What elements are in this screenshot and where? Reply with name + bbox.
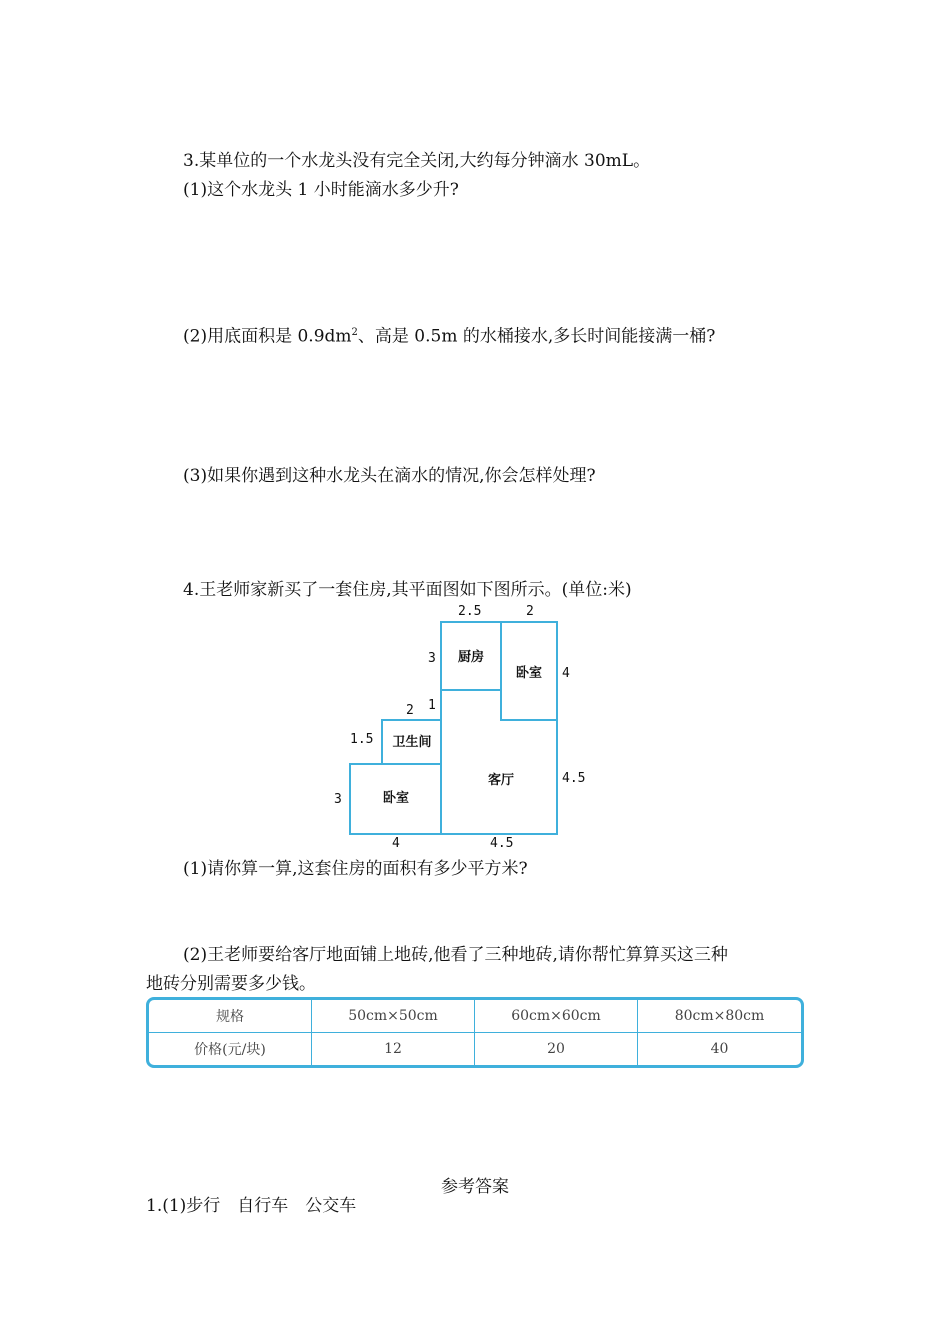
q4-stem: 4.王老师家新买了一套住房,其平面图如下图所示。(单位:米) (183, 580, 632, 600)
living-room-outline (441, 690, 557, 834)
table-cell: 60cm×60cm (475, 1000, 638, 1033)
answers-title: 参考答案 (441, 1177, 509, 1197)
q3-part2 (183, 321, 715, 349)
dim-living-height: 4.5 (562, 771, 586, 786)
q4-part2-line2: 地砖分别需要多少钱。 (146, 974, 316, 994)
table-cell: 价格(元/块) (149, 1033, 312, 1065)
q3-stem: 3.某单位的一个水龙头没有完全关闭,大约每分钟滴水 30mL。 (183, 151, 651, 171)
dim-bath-height: 1.5 (350, 732, 374, 747)
dim-bedroom-top-width: 2 (526, 604, 534, 619)
q3-part2-sup: 2 (351, 327, 358, 338)
q4-part1: (1)请你算一算,这套住房的面积有多少平方米? (183, 859, 528, 879)
q3-part1: (1)这个水龙头 1 小时能滴水多少升? (183, 180, 459, 200)
dim-bedroom-bottom-width: 4 (392, 836, 400, 851)
dim-bedroom-bottom-height: 3 (334, 792, 342, 807)
table-cell: 40 (710, 1041, 729, 1057)
q4-part2-line1: (2)王老师要给客厅地面铺上地砖,他看了三种地砖,请你帮忙算算买这三种 (183, 945, 728, 965)
table-cell: 80cm×80cm (638, 1000, 801, 1033)
answer-1: 1.(1)步行 自行车 公交车 (146, 1196, 357, 1216)
dim-living-width: 4.5 (490, 836, 514, 851)
table-row (149, 1033, 801, 1065)
q3-part2-a: (2)用底面积是 0.9dm (183, 326, 352, 347)
q3-part3: (3)如果你遇到这种水龙头在滴水的情况,你会怎样处理? (183, 466, 596, 486)
room-kitchen: 厨房 (457, 650, 485, 665)
room-living: 客厅 (487, 773, 515, 788)
room-bedroom-top: 卧室 (515, 666, 543, 681)
dim-step-height: 1 (428, 698, 436, 713)
dim-kitchen-width: 2.5 (458, 604, 482, 619)
table-cell: 规格 (149, 1000, 312, 1033)
dim-bath-width: 2 (406, 703, 414, 718)
room-bathroom: 卫生间 (392, 735, 432, 750)
table-row (149, 1000, 801, 1033)
dim-bedroom-top-height: 4 (562, 666, 570, 681)
floor-plan (320, 598, 620, 858)
q3-part2-b: 、高是 0.5m 的水桶接水,多长时间能接满一桶? (357, 326, 716, 347)
room-bedroom-bottom: 卧室 (382, 791, 410, 806)
dim-kitchen-height: 3 (428, 651, 436, 666)
tile-price-table (146, 997, 804, 1068)
floor-plan-outline (320, 598, 620, 858)
table-cell: 12 (312, 1033, 475, 1065)
table-cell: 50cm×50cm (312, 1000, 475, 1033)
table-cell: 20 (475, 1033, 638, 1065)
